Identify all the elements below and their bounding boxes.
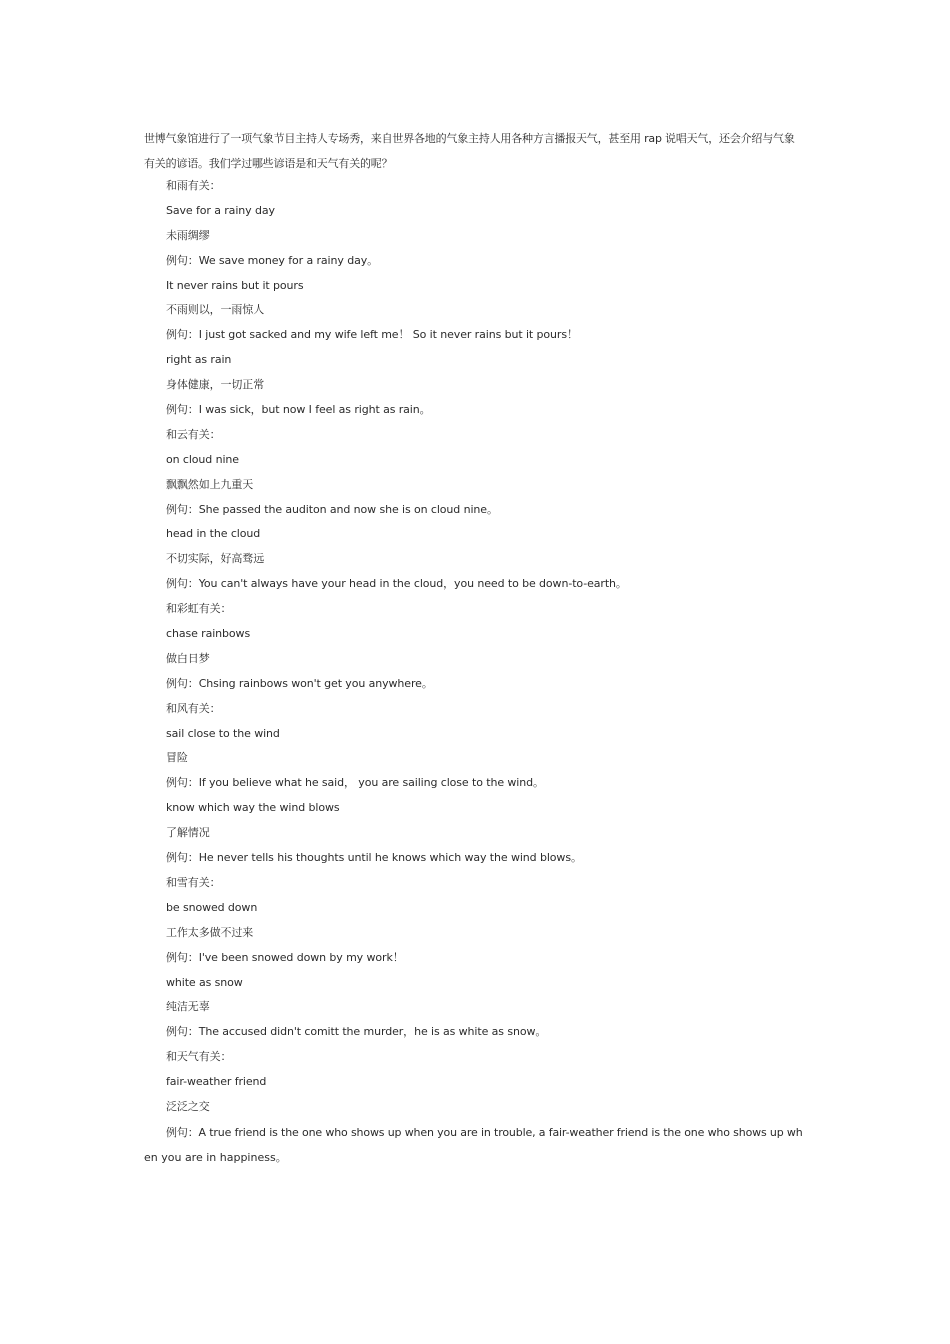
text-line: 不雨则以，一雨惊人 xyxy=(166,303,265,317)
final-example-line-1: 例句：A true friend is the one who shows up when you are in trouble, a fair-weather friend is the one who shows up wh xyxy=(166,1126,803,1139)
text-line: 例句：If you believe what he said， you are sailing close to the wind。 xyxy=(166,776,544,790)
text-line: 身体健康，一切正常 xyxy=(166,378,265,392)
text-line: 例句：I just got sacked and my wife left me！ So it never rains but it pours！ xyxy=(166,328,578,342)
text-line: 飘飘然如上九重天 xyxy=(166,477,254,491)
text-line: 工作太多做不过来 xyxy=(166,925,254,939)
final-example-line-2: en you are in happiness。 xyxy=(144,1151,287,1164)
text-line: know which way the wind blows xyxy=(166,801,340,815)
intro-paragraph xyxy=(144,126,810,176)
text-line: 和雨有关： xyxy=(166,179,221,192)
text-line: on cloud nine xyxy=(166,452,239,466)
text-line: chase rainbows xyxy=(166,627,251,641)
text-line: 例句：Chsing rainbows won't get you anywhere。 xyxy=(166,676,433,690)
text-line: 未雨绸缪 xyxy=(166,228,210,242)
text-line: Save for a rainy day xyxy=(166,203,275,217)
text-line: 不切实际，好高骛远 xyxy=(166,552,265,566)
text-line: 泛泛之交 xyxy=(166,1099,210,1113)
text-line: 例句：You can't always have your head in the cloud，you need to be down-to-earth。 xyxy=(166,577,627,591)
text-line: 和云有关： xyxy=(166,427,221,441)
text-line: 了解情况 xyxy=(166,826,210,840)
text-line: 例句：I was sick，but now I feel as right as rain。 xyxy=(166,403,431,417)
text-line: 例句：I've been snowed down by my work！ xyxy=(166,950,404,964)
text-line: 例句：We save money for a rainy day。 xyxy=(166,253,379,267)
intro-line-1: 世博气象馆进行了一项气象节目主持人专场秀，来自世界各地的气象主持人用各种方言播报天气，甚至用 rap 说唱天气，还会介绍与气象 xyxy=(144,132,795,145)
text-line: 做白日梦 xyxy=(166,651,210,665)
text-line: 纯洁无辜 xyxy=(166,1000,210,1014)
text-line: 和天气有关： xyxy=(166,1050,232,1064)
text-line: fair-weather friend xyxy=(166,1075,267,1089)
text-line: sail close to the wind xyxy=(166,726,280,740)
text-line: head in the cloud xyxy=(166,527,261,541)
intro-line-2: 有关的谚语。我们学过哪些谚语是和天气有关的呢？ xyxy=(144,157,393,170)
text-line: It never rains but it pours xyxy=(166,278,304,292)
idiom-list xyxy=(166,174,816,1120)
text-line: 冒险 xyxy=(166,751,188,765)
text-line: white as snow xyxy=(166,975,243,989)
text-line: 例句：The accused didn't comitt the murder，he is as white as snow。 xyxy=(166,1025,547,1039)
text-line: 和雪有关： xyxy=(166,875,221,889)
text-line: 和彩虹有关： xyxy=(166,602,232,616)
text-line: right as rain xyxy=(166,353,232,367)
text-line: 和风有关： xyxy=(166,701,221,715)
final-example-paragraph xyxy=(144,1120,814,1170)
text-line: be snowed down xyxy=(166,900,258,914)
text-line: 例句：She passed the auditon and now she is on cloud nine。 xyxy=(166,502,498,516)
text-line: 例句：He never tells his thoughts until he knows which way the wind blows。 xyxy=(166,851,582,865)
